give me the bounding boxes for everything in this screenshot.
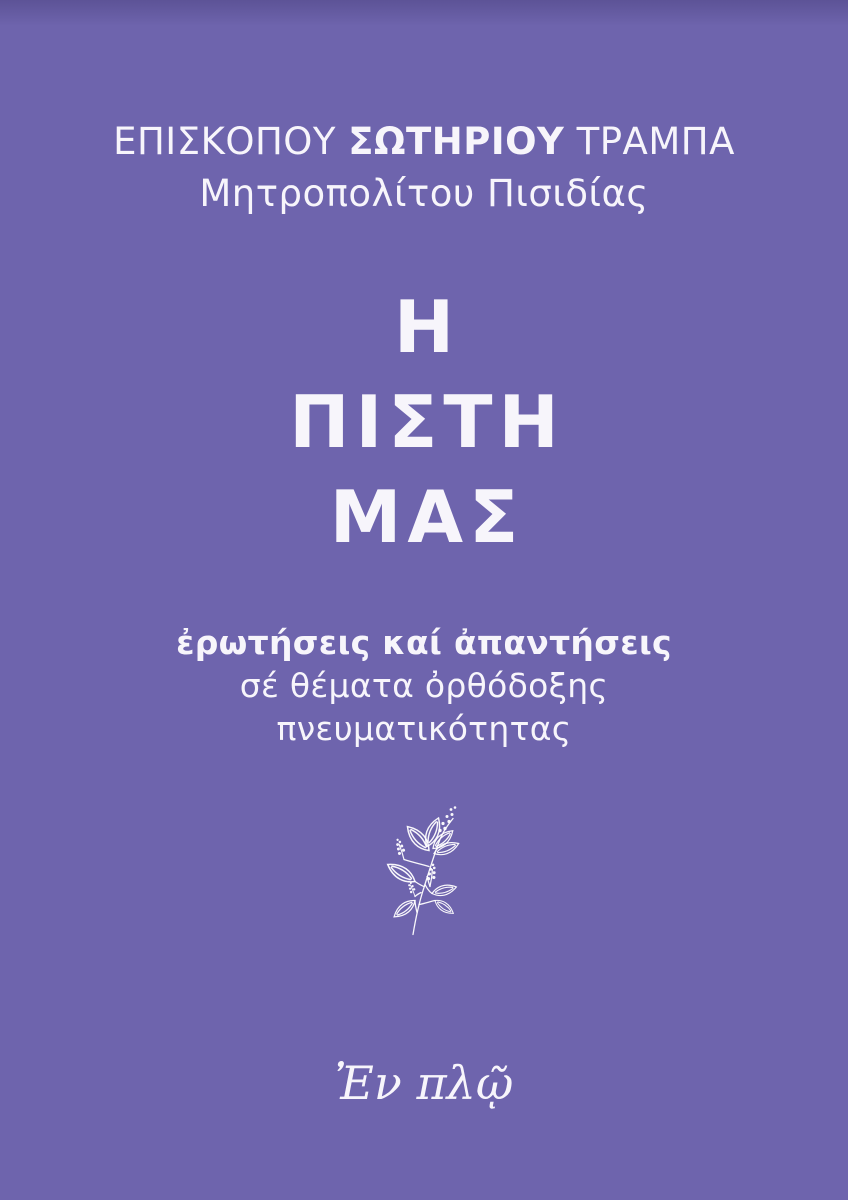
subtitle-block (0, 621, 848, 750)
title-line-1: Η (393, 285, 461, 369)
botanical-sprig-svg (385, 804, 463, 940)
subtitle-line-1: ἐρωτήσεις καί ἀπαντήσεις (176, 623, 672, 662)
subtitle-line-3: πνευματικότητας (276, 709, 572, 748)
author-block (0, 116, 848, 220)
author-name-emphasis: ΣΩΤΗΡΙΟΥ (348, 120, 565, 163)
title-line-2: ΠΙΣΤΗ (289, 380, 565, 464)
author-suffix: ΤΡΑΜΠΑ (564, 120, 735, 163)
author-subtitle: Μητροπολίτου Πισιδίας (199, 172, 649, 215)
publisher-logo: Ἐν πλῷ (334, 1056, 514, 1110)
subtitle-line-2: σέ θέματα ὀρθόδοξης (239, 666, 609, 705)
author-prefix: ΕΠΙΣΚΟΠΟΥ (113, 120, 349, 163)
botanical-sprig-illustration (385, 804, 463, 940)
book-title (0, 280, 848, 565)
author-line (0, 116, 848, 168)
title-line-3: ΜΑΣ (329, 475, 525, 559)
